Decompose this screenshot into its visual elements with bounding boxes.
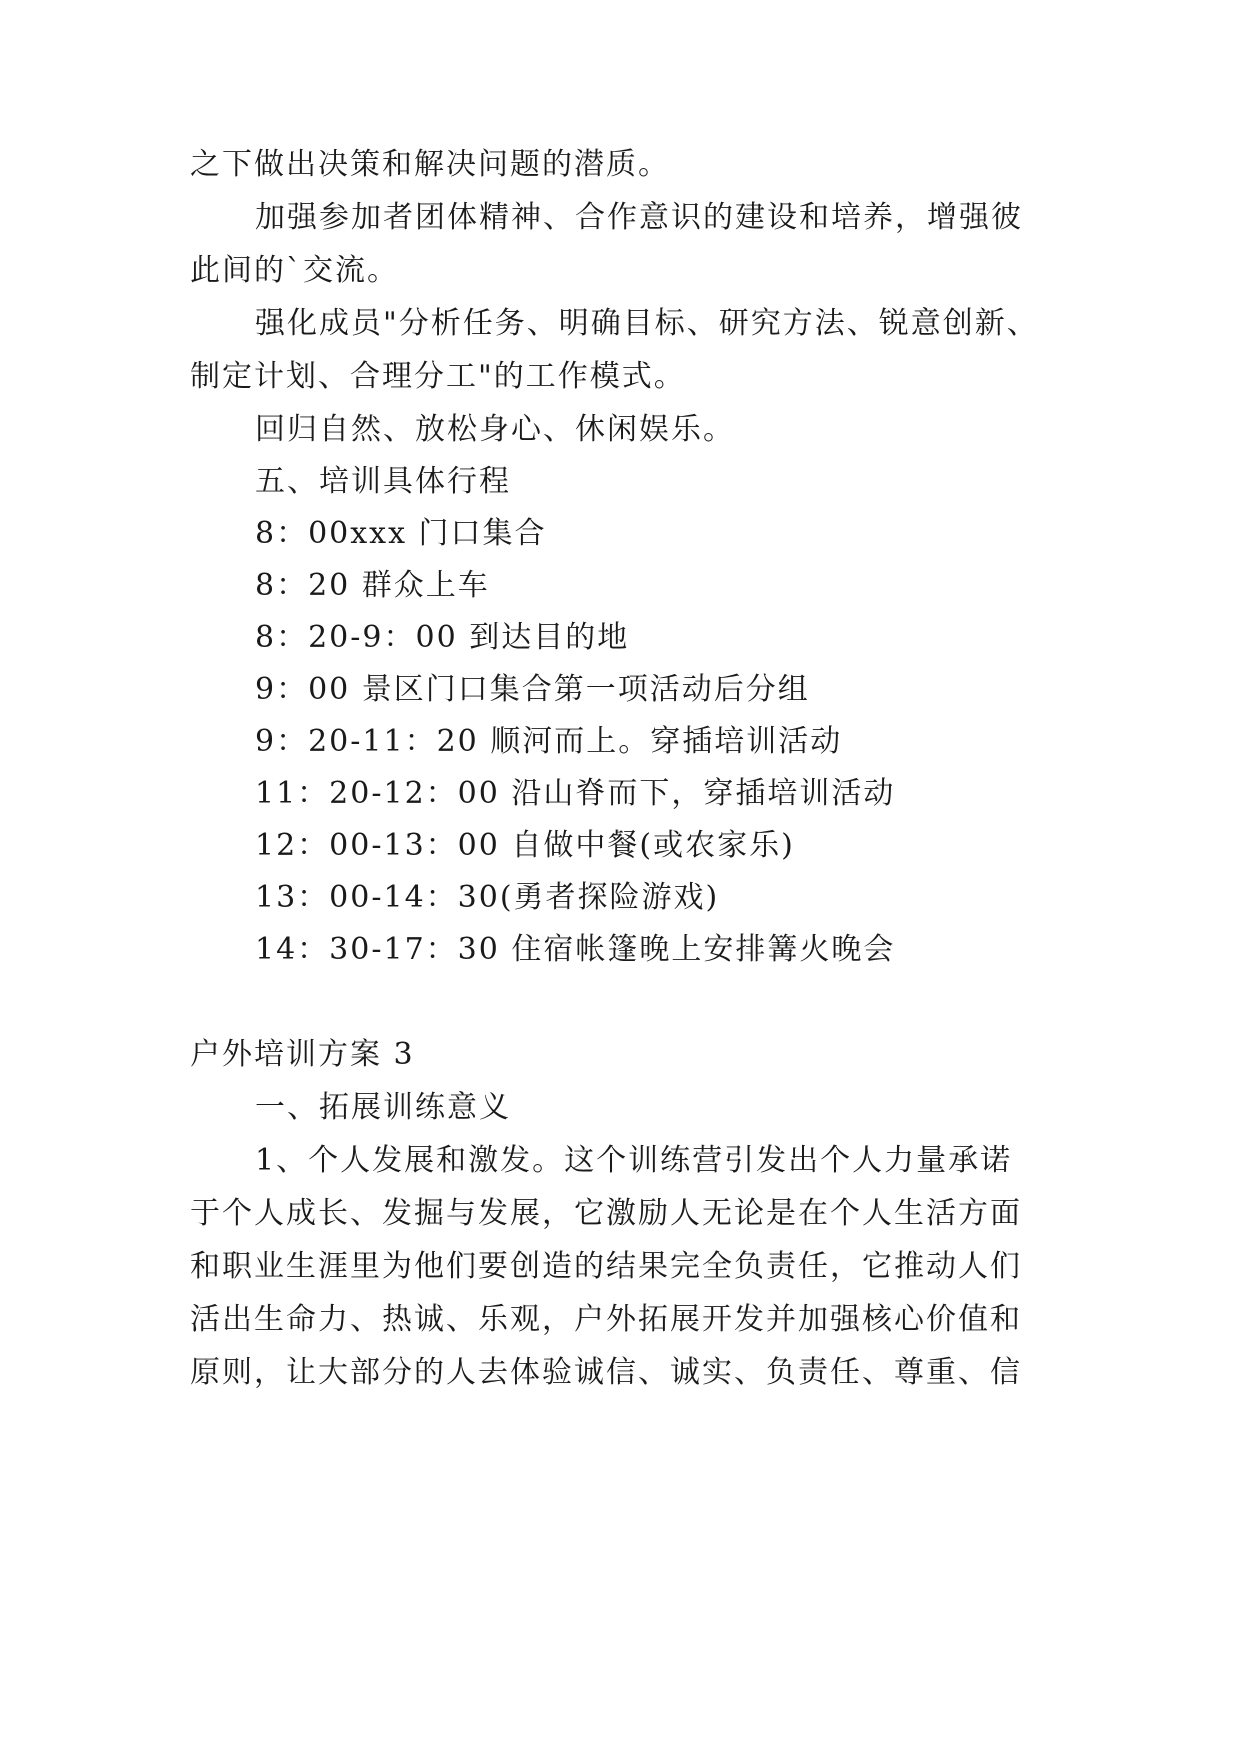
paragraph-line: 强化成员"分析任务、明确目标、研究方法、锐意创新、	[255, 306, 1039, 341]
paragraph-line: 1、个人发展和激发。这个训练营引发出个人力量承诺	[255, 1143, 1013, 1178]
paragraph-line: 之下做出决策和解决问题的潜质。	[190, 147, 670, 182]
schedule-item: 8：20 群众上车	[255, 568, 490, 603]
schedule-item: 8：20-9：00 到达目的地	[255, 620, 630, 655]
paragraph-line: 制定计划、合理分工"的工作模式。	[190, 359, 686, 394]
paragraph-line: 回归自然、放松身心、休闲娱乐。	[255, 412, 735, 447]
schedule-item: 9：20-11：20 顺河而上。穿插培训活动	[255, 724, 843, 759]
schedule-item: 12：00-13：00 自做中餐(或农家乐)	[255, 828, 795, 863]
section-heading: 五、培训具体行程	[255, 464, 511, 499]
schedule-item: 11：20-12：00 沿山脊而下，穿插培训活动	[255, 776, 896, 811]
section-heading: 一、拓展训练意义	[255, 1090, 511, 1125]
paragraph-line: 原则，让大部分的人去体验诚信、诚实、负责任、尊重、信	[190, 1355, 1022, 1390]
schedule-item: 9：00 景区门口集合第一项活动后分组	[255, 672, 810, 707]
schedule-item: 14：30-17：30 住宿帐篷晚上安排篝火晚会	[255, 932, 896, 967]
schedule-item: 8：00xxx 门口集合	[255, 516, 547, 551]
document-title: 户外培训方案 3	[190, 1037, 415, 1072]
paragraph-line: 活出生命力、热诚、乐观，户外拓展开发并加强核心价值和	[190, 1302, 1022, 1337]
paragraph-line: 于个人成长、发掘与发展，它激励人无论是在个人生活方面	[190, 1196, 1022, 1231]
schedule-item: 13：00-14：30(勇者探险游戏)	[255, 880, 720, 915]
paragraph-line: 此间的`交流。	[190, 253, 399, 288]
paragraph-line: 加强参加者团体精神、合作意识的建设和培养，增强彼	[255, 200, 1023, 235]
paragraph-line: 和职业生涯里为他们要创造的结果完全负责任，它推动人们	[190, 1249, 1022, 1284]
